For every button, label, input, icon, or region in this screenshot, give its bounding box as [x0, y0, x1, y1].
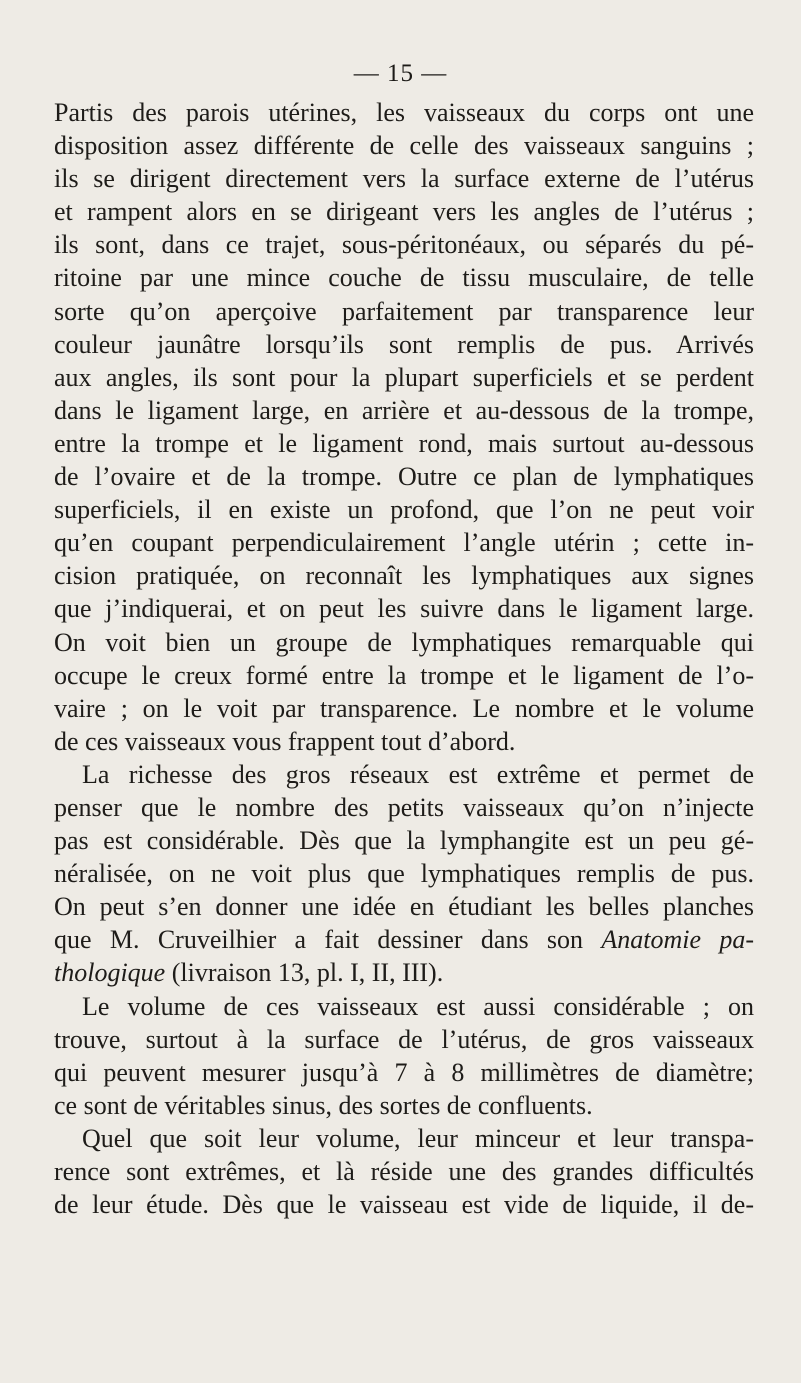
text-line: qui peuvent mesurer jusqu’à 7 à 8 millimètres de diamètre;	[54, 1057, 754, 1087]
text-line: ils se dirigent directement vers la surface externe de l’utérus	[54, 164, 754, 194]
text-line: pas est considérable. Dès que la lymphangite est un peu gé-	[54, 826, 754, 856]
text-line: penser que le nombre des petits vaisseaux qu’on n’injecte	[54, 792, 754, 822]
italic-title: Anatomie pa-	[601, 925, 754, 955]
text-line: Le volume de ces vaisseaux est aussi considérable ; on	[82, 991, 754, 1021]
text-line: de ces vaisseaux vous frappent tout d’abord.	[54, 726, 516, 756]
text-line-with-italic	[54, 956, 754, 989]
text-line: entre la trompe et le ligament rond, mais surtout au-dessous	[54, 428, 754, 458]
text-line: dans le ligament large, en arrière et au-dessous de la trompe,	[54, 395, 754, 425]
italic-title: thologique	[54, 958, 166, 988]
text-line: aux angles, ils sont pour la plupart superficiels et se perdent	[54, 362, 754, 392]
text-line: sorte qu’on aperçoive parfaitement par transparence leur	[54, 296, 754, 326]
text-line: rence sont extrêmes, et là réside une des grandes difficultés	[54, 1157, 754, 1186]
text-segment: (livraison 13, pl. I, II, III).	[165, 958, 444, 988]
text-line: La richesse des gros réseaux est extrême et permet de	[82, 759, 754, 789]
text-line: qu’en coupant perpendiculairement l’angle utérin ; cette in-	[54, 528, 754, 558]
text-line: vaire ; on le voit par transparence. Le nombre et le volume	[54, 693, 754, 723]
text-line: ils sont, dans ce trajet, sous-péritonéaux, ou séparés du pé-	[54, 230, 754, 260]
text-line: On peut s’en donner une idée en étudiant les belles planches	[54, 892, 754, 922]
text-line: et rampent alors en se dirigeant vers les angles de l’utérus ;	[54, 197, 754, 227]
text-line: occupe le creux formé entre la trompe et le ligament de l’o-	[54, 660, 754, 690]
text-line: Partis des parois utérines, les vaisseaux du corps ont une	[54, 98, 754, 127]
page-number: — 15 —	[353, 60, 448, 87]
text-line: ritoine par une mince couche de tissu musculaire, de telle	[54, 263, 754, 293]
text-line: de l’ovaire et de la trompe. Outre ce plan de lymphatiques	[54, 462, 754, 492]
text-segment: que M. Cruveilhier a fait dessiner dans son	[54, 925, 584, 955]
text-line: ce sont de véritables sinus, des sortes de confluents.	[54, 1090, 593, 1120]
text-line: disposition assez différente de celle des vaisseaux sanguins ;	[54, 131, 754, 161]
text-line: couleur jaunâtre lorsqu’ils sont remplis de pus. Arrivés	[54, 329, 754, 359]
text-line-with-italic	[54, 923, 754, 956]
text-line: de leur étude. Dès que le vaisseau est vide de liquide, il de-	[54, 1190, 754, 1220]
text-line: que j’indiquerai, et on peut les suivre dans le ligament large.	[54, 594, 754, 624]
body-text	[54, 96, 754, 1221]
text-line: néralisée, on ne voit plus que lymphatiques remplis de pus.	[54, 859, 754, 889]
text-line: Quel que soit leur volume, leur minceur et leur transpa-	[82, 1123, 754, 1153]
text-line: cision pratiquée, on reconnaît les lymphatiques aux signes	[54, 561, 754, 591]
text-line: On voit bien un groupe de lymphatiques remarquable qui	[54, 627, 754, 657]
text-line: superficiels, il en existe un profond, que l’on ne peut voir	[54, 495, 754, 525]
text-line: trouve, surtout à la surface de l’utérus, de gros vaisseaux	[54, 1024, 754, 1054]
